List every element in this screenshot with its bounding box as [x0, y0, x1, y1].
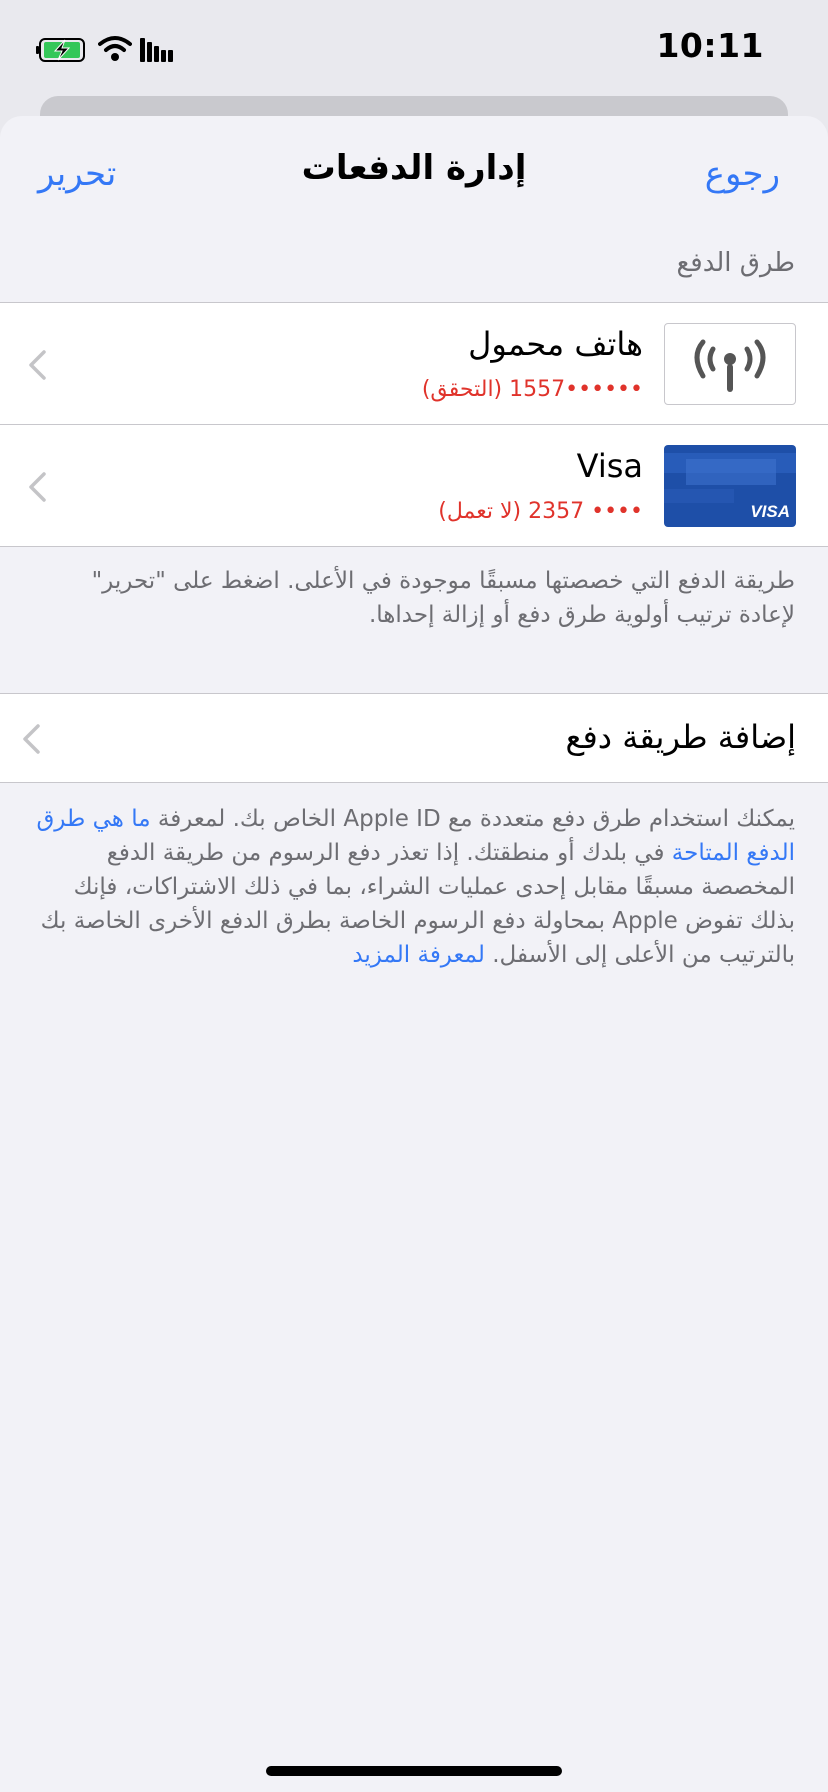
- reorder-hint: طريقة الدفع التي خصصتها مسبقًا موجودة في الأعلى. اضغط على "تحرير" لإعادة ترتيب أولوية طرق دفع أو إزالة إحداها.: [91, 568, 795, 628]
- wifi-icon: [98, 34, 132, 62]
- back-button[interactable]: رجوع: [704, 154, 780, 194]
- status-bar: [0, 0, 828, 100]
- navigation-bar: [0, 116, 828, 226]
- page-title: إدارة الدفعات: [301, 148, 527, 188]
- add-payment-method-label: إضافة طريقة دفع: [565, 718, 796, 756]
- info-text-part2: في بلدك أو منطقتك. إذا تعذر دفع الرسوم من طريقة الدفع المخصصة مسبقًا مقابل إحدى عمليات الشراء، بما في ذلك الاشتراكات، فإنك بذلك تفوض Apple بمحاولة دفع الرسوم الخاصة بطرق الدفع الأخرى الخاصة بك بالترتيب من الأعلى إلى الأسفل.: [40, 840, 795, 968]
- cellular-signal-icon: [140, 38, 176, 62]
- cellular-antenna-icon: [664, 323, 796, 405]
- payments-sheet: [0, 116, 828, 1792]
- learn-more-link[interactable]: لمعرفة المزيد: [352, 942, 485, 968]
- add-payment-group: [0, 693, 828, 783]
- edit-button[interactable]: تحرير: [38, 154, 117, 194]
- visa-logo-text: VISA: [750, 502, 790, 521]
- add-payment-method-row[interactable]: [0, 694, 828, 782]
- payment-method-name: Visa: [576, 447, 643, 485]
- home-indicator[interactable]: [266, 1766, 562, 1776]
- payment-method-visa[interactable]: [0, 424, 828, 546]
- visa-card-icon: [664, 445, 796, 527]
- chevron-left-icon: [20, 723, 42, 755]
- chevron-left-icon: [26, 471, 48, 503]
- payment-methods-list: [0, 302, 828, 547]
- payment-method-mobile[interactable]: [0, 303, 828, 424]
- available-payment-methods-link[interactable]: ما هي طرق الدفع المتاحة: [36, 806, 795, 866]
- payment-method-name: هاتف محمول: [468, 325, 643, 363]
- section-header-payment-methods: طرق الدفع: [676, 248, 795, 278]
- battery-charging-icon: [36, 38, 88, 62]
- status-time: 10:11: [656, 26, 764, 65]
- info-text-part1: يمكنك استخدام طرق دفع متعددة مع Apple ID الخاص بك. لمعرفة: [150, 806, 795, 832]
- chevron-left-icon: [26, 349, 48, 381]
- payment-info-text: [33, 802, 795, 972]
- payment-method-status: ••••••1557 (التحقق): [421, 377, 643, 402]
- payment-method-status: •••• 2357 (لا تعمل): [438, 499, 643, 524]
